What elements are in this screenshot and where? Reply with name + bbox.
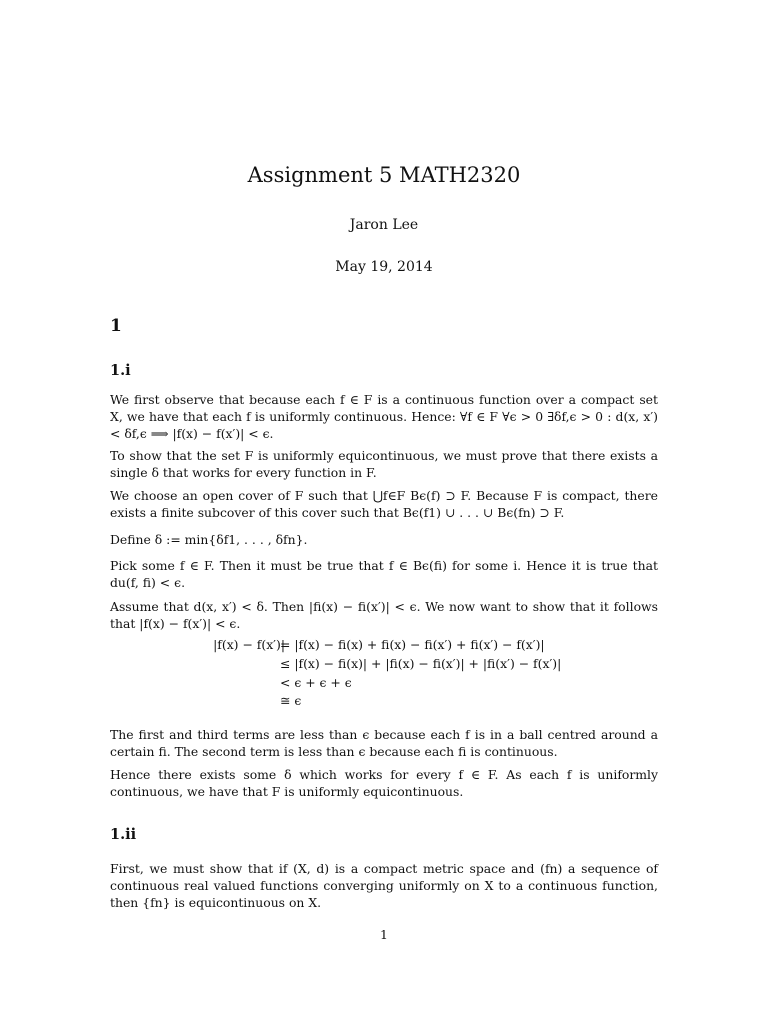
equation-line: ≤ |f(x) − fi(x)| + |fi(x) − fi(x′)| + |fi(x′) − f(x′)| (280, 656, 562, 671)
paragraph: The first and third terms are less than ϵ because each f is in a ball centred around a certain fi. The second term is less than ϵ because each fi is continuous. (110, 727, 658, 759)
paragraph: Hence there exists some δ which works for every f ∈ F. As each f is uniformly continuous, we have that F is uniformly equicontinuous. (110, 767, 658, 799)
paragraph: Assume that d(x, x′) < δ. Then |fi(x) − fi(x′)| < ϵ. We now want to show that it follows that |f(x) − f(x′)| < ϵ. (110, 599, 658, 631)
section-heading: 1 (110, 316, 122, 336)
document-date: May 19, 2014 (335, 259, 433, 275)
equation-line: < ϵ + ϵ + ϵ (280, 675, 352, 690)
equation-line: ≅ ϵ (280, 693, 302, 708)
equation-line: = |f(x) − fi(x) + fi(x) − fi(x′) + fi(x′) − f(x′)| (280, 637, 545, 652)
document-title: Assignment 5 MATH2320 (247, 163, 521, 187)
subsection-heading-1i: 1.i (110, 362, 131, 379)
paragraph: We first observe that because each f ∈ F is a continuous function over a compact set X, we have that each f is uniformly continuous. Hence: ∀f ∈ F ∀ϵ > 0 ∃δf,ϵ > 0 : d(x, x′) < δf,ϵ ⟹ |f(x) − f(x′)| < ϵ. (110, 392, 658, 441)
page-number: 1 (380, 927, 388, 942)
paragraph: To show that the set F is uniformly equicontinuous, we must prove that there exists a single δ that works for every function in F. (110, 448, 658, 480)
subsection-heading-1ii: 1.ii (110, 826, 137, 843)
paragraph: First, we must show that if (X, d) is a compact metric space and (fn) a sequence of continuous real valued functions converging uniformly on X to a continuous function, then {fn} is equicontinuous on X. (110, 861, 658, 910)
paragraph: Define δ := min{δf1, . . . , δfn}. (110, 532, 308, 547)
paragraph: Pick some f ∈ F. Then it must be true that f ∈ Bϵ(fi) for some i. Hence it is true that du(f, fi) < ϵ. (110, 558, 658, 590)
paragraph: We choose an open cover of F such that ⋃f∈F Bϵ(f) ⊃ F. Because F is compact, there exists a finite subcover of this cover such that Bϵ(f1) ∪ . . . ∪ Bϵ(fn) ⊃ F. (110, 488, 658, 520)
document-author: Jaron Lee (349, 217, 419, 233)
equation-lhs: |f(x) − f(x′)| (213, 637, 285, 652)
